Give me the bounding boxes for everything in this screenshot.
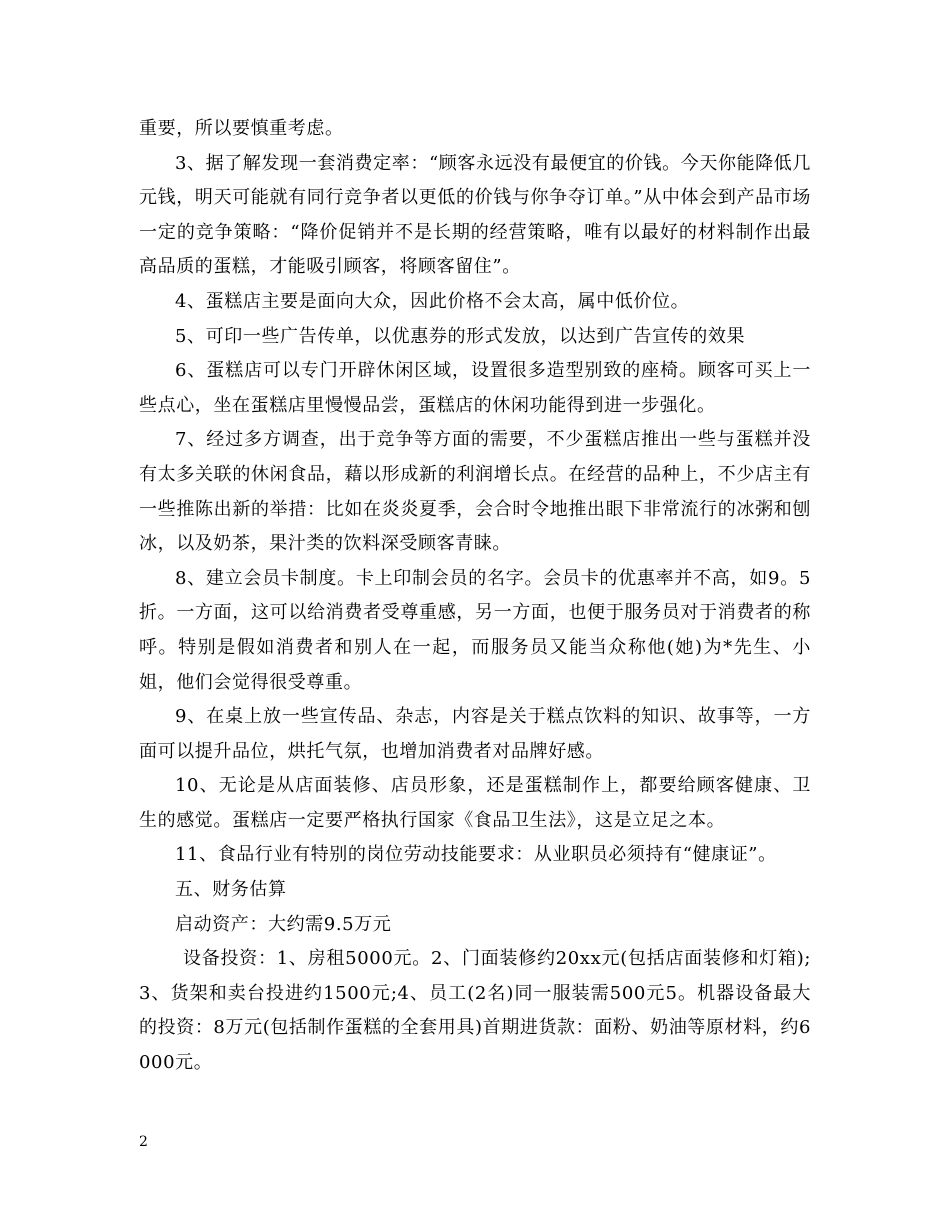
paragraph-item-6: 6、蛋糕店可以专门开辟休闲区域，设置很多造型别致的座椅。顾客可买上一些点心，坐在蛋糕店里慢慢品尝，蛋糕店的休闲功能得到进一步强化。 (139, 360, 811, 416)
paragraph-item-8: 8、建立会员卡制度。卡上印制会员的名字。会员卡的优惠率并不高，如9。5折。一方面，这可以给消费者受尊重感，另一方面，也便于服务员对于消费者的称呼。特别是假如消费者和别人在一起，而服务员又能当众称他(她)为*先生、小姐，他们会觉得很受尊重。 (139, 567, 811, 693)
paragraph-item-3: 3、据了解发现一套消费定率：“顾客永远没有最便宜的价钱。今天你能降低几元钱，明天可能就有同行竞争者以更低的价钱与你争夺订单。”从中体会到产品市场一定的竞争策略：“降价促销并不是长期的经营策略，唯有以最好的材料制作出最高品质的蛋糕，才能吸引顾客，将顾客留住”。 (139, 152, 811, 278)
section-heading-finance: 五、财务估算 (175, 879, 287, 901)
page-number: 2 (139, 1134, 148, 1150)
document-body (139, 112, 811, 1081)
paragraph-item-9: 9、在桌上放一些宣传品、杂志，内容是关于糕点饮料的知识、故事等，一方面可以提升品位，烘托气氛，也增加消费者对品牌好感。 (139, 706, 811, 762)
paragraph-equipment-investment: 设备投资：1、房租5000元。2、门面装修约20xx元(包括店面装修和灯箱);3、货架和卖台投进约1500元;4、员工(2名)同一服装需500元5。机器设备最大的投资：8万元(包括制作蛋糕的全套用具)首期进货款：面粉、奶油等原材料，约6000元。 (139, 948, 811, 1074)
paragraph-item-11: 11、食品行业有特别的岗位劳动技能要求：从业职员必须持有“健康证”。 (175, 844, 777, 866)
paragraph-item-7: 7、经过多方调查，出于竞争等方面的需要，不少蛋糕店推出一些与蛋糕并没有太多关联的休闲食品，藉以形成新的利润增长点。在经营的品种上，不少店主有一些推陈出新的举措：比如在炎炎夏季，会合时令地推出眼下非常流行的冰粥和刨冰，以及奶茶，果汁类的饮料深受顾客青睐。 (139, 429, 811, 555)
paragraph-item-4: 4、蛋糕店主要是面向大众，因此价格不会太高，属中低价位。 (175, 290, 690, 312)
paragraph-item-5: 5、可印一些广告传单，以优惠券的形式发放，以达到广告宣传的效果 (175, 325, 746, 347)
paragraph-startup-capital: 启动资产：大约需9.5万元 (175, 913, 392, 935)
paragraph-item-10: 10、无论是从店面装修、店员形象，还是蛋糕制作上，都要给顾客健康、卫生的感觉。蛋糕店一定要严格执行国家《食品卫生法》，这是立足之本。 (139, 775, 811, 831)
paragraph-continuation: 重要，所以要慎重考虑。 (139, 118, 344, 139)
